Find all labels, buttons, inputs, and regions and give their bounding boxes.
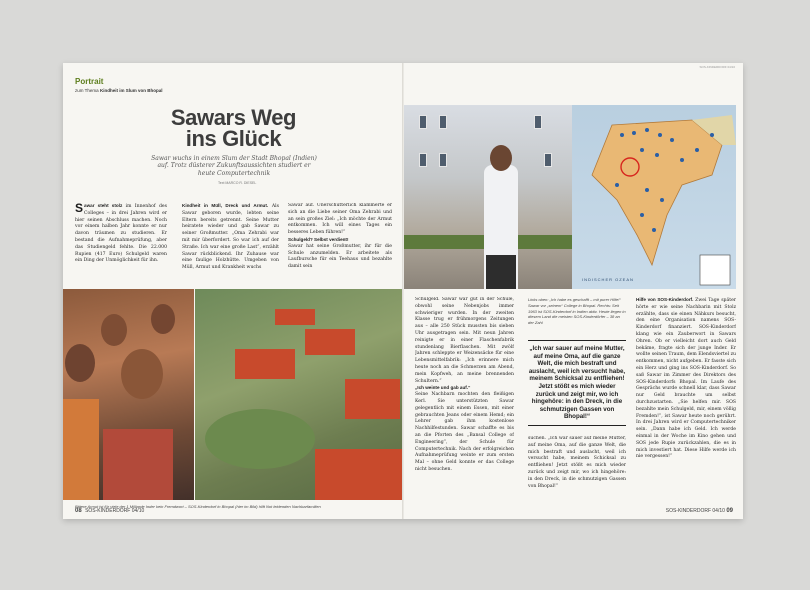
folio-text: SOS-KINDERDORF 04/10 bbox=[85, 508, 145, 514]
india-map bbox=[572, 105, 736, 289]
leadin: awar steht stolz bbox=[84, 203, 123, 208]
folio-right bbox=[666, 508, 735, 514]
sea-label: INDISCHER OZEAN bbox=[582, 277, 634, 282]
photo-caption: Bittere Armut ist für viele der 1 Milliarde Inder kein Fremdwort – SOS-Kinderdorf in Bhopal (hier im Bild) hilft Not leidenden Nachbarfamilien bbox=[75, 504, 321, 509]
child-face bbox=[101, 314, 127, 346]
kicker-topic: Kindheit im Slum von Bhopal bbox=[99, 88, 163, 93]
body-column-6 bbox=[636, 297, 736, 502]
india-landmass bbox=[592, 120, 722, 265]
window bbox=[544, 153, 552, 167]
window bbox=[439, 115, 447, 129]
byline: Text MARCO R. DIESEL bbox=[218, 181, 257, 185]
lawn bbox=[205, 409, 315, 469]
window bbox=[439, 153, 447, 167]
person-head bbox=[490, 145, 512, 171]
person-trousers bbox=[486, 255, 516, 289]
article-title: Sawars Weg ins Glück bbox=[170, 105, 297, 151]
folio-text: SOS-KINDERDORF 04/10 bbox=[665, 508, 725, 514]
body-column-1 bbox=[75, 203, 167, 287]
column-text: Zwei Tage später hörte er wie seine Nachbarin mit Stolz erzählte, dass sie einen Nähkurs besucht, den eine Organisation namens SOS-Kinderdorf finanziert. SOS-Kinderdorf klang wie ein Zauberwort in Sawars Ohren. Ob er vielleicht dort auch Geld bekäme, fragte sich der junge Inder. Er wollte seinen Traum, dem Elendsviertel zu entkommen, nicht aufgeben. Er fasste sich ein Herz und ging ins SOS-Kinderdorf. So saß Sawar im Zimmer des Direktors des SOS-Kinderdorfs Bhopal. Im Laufe des Gesprächs wurde schnell klar, dass Sawar nur Geld brauchte um selbst durchzustarten. „Sie helfen mir. SOS bezahlte mein Schulgeld, mir, einem völlig Fremden!“, ist Sawar heute noch gerührt. In drei Jahren wird er Computertechniker sein. „Dann habe ich Geld. Ich werde einmal in der Woche im Kino gehen und SOS jede Rupie zurückzahlen, die es in mich investiert hat. Diese Hilfe werde ich nie vergessen!“ bbox=[636, 298, 736, 460]
sawar-portrait-photo bbox=[404, 105, 572, 289]
window bbox=[534, 115, 542, 129]
section-label: Portrait bbox=[75, 77, 104, 86]
child-face bbox=[151, 304, 175, 334]
inset-map bbox=[700, 255, 730, 285]
child-dress bbox=[63, 399, 99, 500]
body-column-2 bbox=[182, 203, 279, 287]
subhead: Schulgeld? Selbst verdient! bbox=[288, 236, 349, 242]
house-roof bbox=[315, 449, 403, 500]
body-column-5 bbox=[528, 436, 626, 502]
section-kicker bbox=[75, 88, 162, 93]
map-graphic bbox=[572, 105, 736, 289]
kicker-prefix: zum Thema bbox=[75, 88, 99, 93]
column-text: Als Sawar geboren wurde, lebten seine Eltern bereits getrennt. Seine Mutter heiratete wieder und gab Sawar zu seiner Großmutter. „Oma Zehrabi war mit mir überfordert. So war ich auf der Straße. Ich war eine große Last“, erzählt Sawar rückblickend. Ihr Zuhause war eine faulige Holzhütte. Umgeben von Müll, Armut und Krankheit wuchs bbox=[182, 204, 279, 271]
house-roof bbox=[345, 379, 400, 419]
village-aerial-photo bbox=[195, 289, 403, 500]
article-dek: Sawar wuchs in einem Slum der Stadt Bhopal (Indien) auf. Trotz düsterer Zukunftsaussichten studiert er heute Computertechnik bbox=[151, 155, 317, 177]
column-text: suchen. „Ich war sauer auf meine Mutter, auf meine Oma, auf die ganze Welt, die mich bestraft und auslacht, weil ich versucht habe, meinem Schicksal zu entfliehen! Jetzt stößt es mich wieder zurück und zeigt mir, wo ich hingehöre: in den Dreck, in die schmutzigen Gassen von Bhopal!“ bbox=[528, 436, 626, 489]
subhead: Hilfe von SOS-Kinderdorf. bbox=[636, 297, 694, 302]
column-text: Sawar hat seine Großmutter, ihr für die Schule anzumelden. Er arbeitete als Laufbursche für ein Teehaus und bezahlte damit sein bbox=[288, 243, 392, 270]
magazine-spread bbox=[63, 63, 743, 519]
photo-caption-right: Links oben: „Ich habe es geschafft – mit purer Hilfe!“ Sawar vor „seinem“ College in Bhopal. Rechts: Seit 1963 ist SOS-Kinderdorf in Indien aktiv. Heute liegen in diesem Land die meisten SOS-Kinderdörfer – 38 an der Zahl bbox=[528, 297, 626, 326]
folio-left bbox=[75, 508, 144, 514]
body-column-4 bbox=[415, 297, 514, 502]
child-dress bbox=[103, 429, 173, 500]
body-column-3 bbox=[288, 203, 392, 287]
page-number: 08 bbox=[75, 508, 82, 514]
house-roof bbox=[275, 309, 315, 325]
page-number: 09 bbox=[726, 508, 733, 514]
house-roof bbox=[305, 329, 355, 355]
column-text: Seine Nachbarn mochten den fleißigen Kerl. Sie unterstützten Sawar gelegentlich mit einem Essen, mit einer gebrauchten Jeans oder einem Hemd; ein Lehrer gab ihm kostenlose Nachhilfestunden. Sawar schaffte es bis an die Pforten des „Bansal College of Engineering“, der Schule für Computertechnik. Nach der erfolgreichen Aufnahmeprüfung weinte er zum ersten Mal – ohne Geld konnte er das College nicht besuchen. bbox=[415, 392, 514, 472]
subhead: Kindheit in Müll, Dreck und Armut. bbox=[182, 203, 269, 208]
dropcap: S bbox=[75, 203, 84, 215]
column-text: Sawar auf. Unerschütterlich klammerte er sich an die Liebe seiner Oma Zehrabi und an sein großes Ziel: „Ich möchte der Armut entkommen. Ich will eines Tages ein besseres Leben führen!“ bbox=[288, 203, 392, 236]
window bbox=[419, 115, 427, 129]
column-text: Schulgeld. Sawar war gut in der Schule, obwohl seine Nebenjobs immer schwieriger wurden. In der zweiten Klasse trug er frühmorgens Zeitungen aus – alle 250 Stück mussten bis sieben Uhr ausgetragen sein. Mit neun Jahren reinigte er in einer Flaschenfabrik stundenlang Bierflaschen. Mit zwölf Jahren schleppte er Weizensäcke für eine Lebensmittelfabrik: „Ich erinnere mich heute noch an die Schmerzen am Abend, mein Kopfweh, an meine brennenden Schultern.“ bbox=[415, 297, 514, 384]
children-photo bbox=[63, 289, 194, 500]
pull-quote: „Ich war sauer auf meine Mutter, auf meine Oma, auf die ganze Welt, die mich bestraft und auslacht, weil ich versucht habe, meinem Schicksal zu entfliehen! Jetzt stößt es mich wieder zurück und zeigt mir, wo ich hingehöre: in den Dreck, in die schmutzigen Gassen von Bhopal!“ bbox=[528, 340, 626, 426]
child-face bbox=[121, 349, 163, 399]
subhead: „Ich weinte und gab auf.“ bbox=[415, 385, 471, 391]
running-head: SOS-KINDERDORF 04/10 bbox=[699, 65, 735, 69]
window bbox=[419, 153, 427, 167]
house-roof bbox=[235, 349, 295, 379]
child-face bbox=[65, 344, 95, 382]
column-text: im Innenhof des Colleges – in drei Jahren wird er hier seinen Abschluss machen. Noch vor einem halben Jahr konnte er nur davon träumen zu studieren. Er bestand die Aufnahmeprüfung, aber das Studiengeld fehlte. Die 22.000 Rupien (417 Euro) Schulgeld waren ein Ding der Unmöglichkeit für ihn. bbox=[75, 204, 167, 264]
